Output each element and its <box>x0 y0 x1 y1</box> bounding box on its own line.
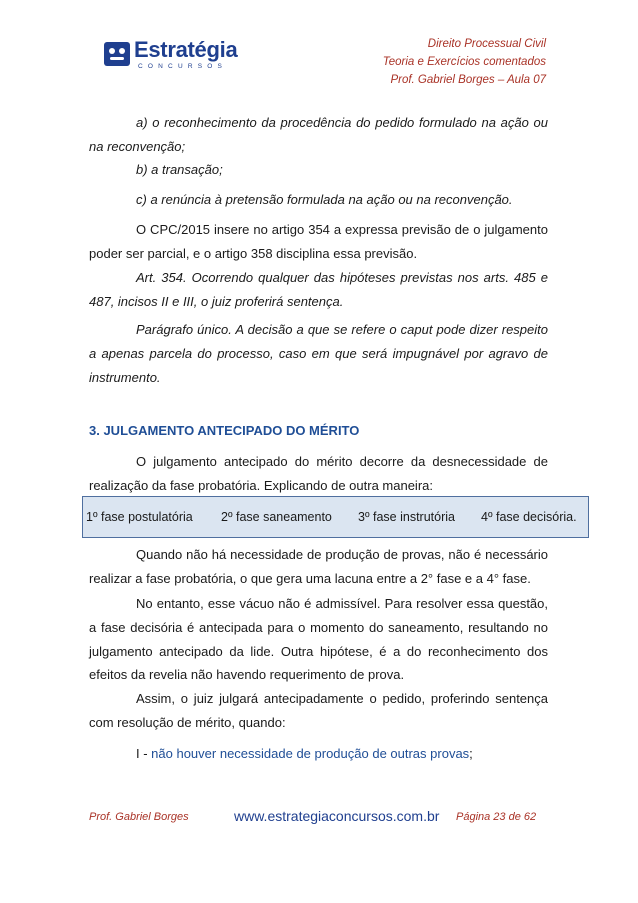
paragraph-art-354: Art. 354. Ocorrendo qualquer das hipóteses previstas nos arts. 485 e 487, incisos II e III, o juiz proferirá sentença. <box>89 270 548 309</box>
paragraph-item-b: b) a transação; <box>136 162 223 177</box>
paragraph-item-c: c) a renúncia à pretensão formulada na ação ou na reconvenção. <box>136 192 513 207</box>
item-1-text: não houver necessidade de produção de outras provas <box>151 746 470 761</box>
phase-1: 1º fase postulatória <box>86 510 193 524</box>
logo-subtitle: CONCURSOS <box>138 63 228 70</box>
owl-logo-icon <box>104 42 130 66</box>
paragraph-unico: Parágrafo único. A decisão a que se refere o caput pode dizer respeito a apenas parcela do processo, caso em que será impugnável por agravo de instrumento. <box>89 322 548 385</box>
header-course: Direito Processual Civil <box>427 38 546 50</box>
paragraph-vacuo: No entanto, esse vácuo não é admissível. Para resolver essa questão, a fase decisória é antecipada para o momento do saneamento, resultando no julgamento antecipado da lide. Outra hipótese, é a do reconhecimento dos efeitos da revelia não havendo requerimento de prova. <box>89 596 548 683</box>
footer-author: Prof. Gabriel Borges <box>89 811 189 823</box>
paragraph-item-a: a) o reconhecimento da procedência do pedido formulado na ação ou na reconvenção; <box>89 115 548 154</box>
logo-text: Estratégia <box>134 37 238 62</box>
header-subtitle: Teoria e Exercícios comentados <box>382 56 546 68</box>
paragraph-sem-provas: Quando não há necessidade de produção de provas, não é necessário realizar a fase probatória, o que gera uma lacuna entre a 2° fase e a 4° fase. <box>89 547 548 586</box>
phase-3: 3º fase instrutória <box>358 510 455 524</box>
header-lesson: Prof. Gabriel Borges – Aula 07 <box>390 74 546 86</box>
logo <box>104 37 238 74</box>
phase-4: 4º fase decisória. <box>481 510 577 524</box>
list-item-1 <box>89 742 548 766</box>
phases-box <box>82 496 589 538</box>
item-1-prefix: I - <box>136 746 152 761</box>
paragraph-julgamento: O julgamento antecipado do mérito decorre da desnecessidade de realização da fase probatória. Explicando de outra maneira: <box>89 454 548 493</box>
phase-2: 2º fase saneamento <box>221 510 332 524</box>
footer-website[interactable]: www.estrategiaconcursos.com.br <box>234 808 440 824</box>
paragraph-assim: Assim, o juiz julgará antecipadamente o pedido, proferindo sentença com resolução de mérito, quando: <box>89 691 548 730</box>
footer-page: Página 23 de 62 <box>456 811 537 823</box>
item-1-suffix: ; <box>469 746 473 761</box>
section-title: 3. JULGAMENTO ANTECIPADO DO MÉRITO <box>89 423 360 438</box>
paragraph-cpc: O CPC/2015 insere no artigo 354 a expressa previsão de o julgamento poder ser parcial, e o artigo 358 disciplina essa previsão. <box>89 222 548 261</box>
